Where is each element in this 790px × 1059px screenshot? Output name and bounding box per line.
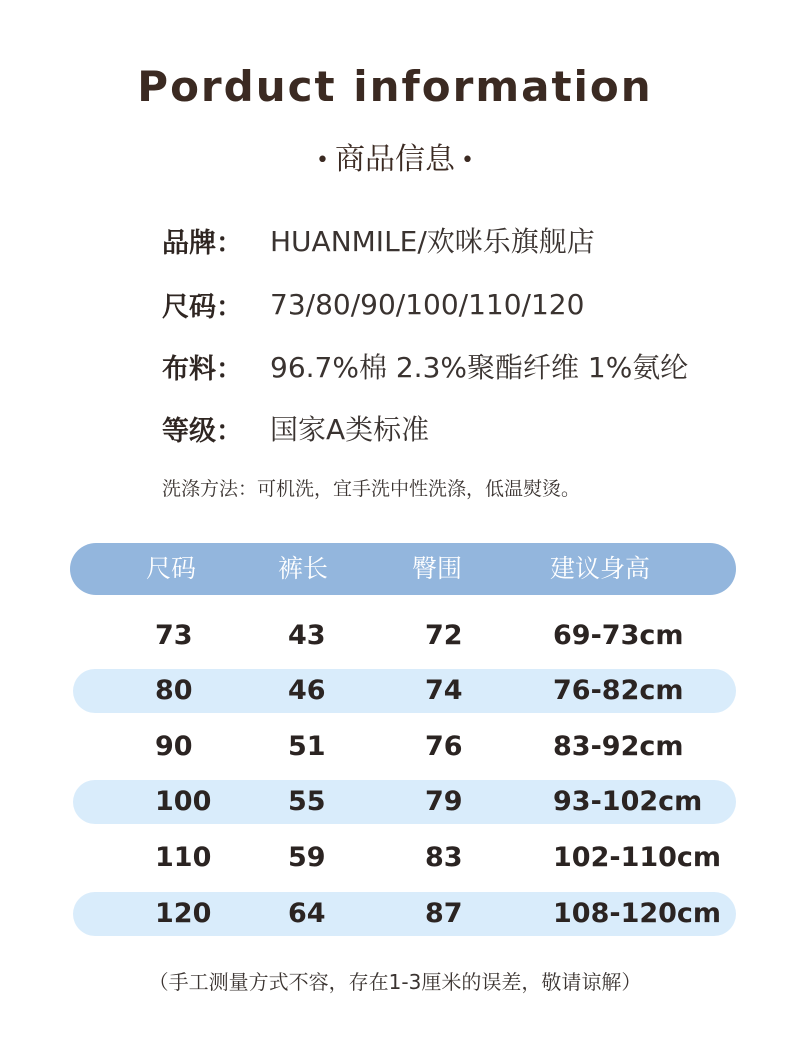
wash-instructions: 洗涤方法：可机洗，宜手洗中性洗涤，低温熨烫。: [162, 478, 581, 500]
header-size: 尺码: [146, 554, 197, 583]
cell-pants-length: 64: [288, 898, 326, 929]
cell-height: 83-92cm: [553, 731, 684, 762]
cell-height: 93-102cm: [553, 786, 703, 817]
info-value: 73/80/90/100/110/120: [270, 287, 585, 321]
table-row: [73, 614, 736, 658]
cell-size: 120: [155, 898, 212, 929]
cell-size: 80: [155, 675, 193, 706]
page-subtitle: [0, 134, 790, 178]
table-row: [73, 669, 736, 713]
cell-size: 73: [155, 620, 193, 651]
info-value: 国家A类标准: [270, 413, 430, 446]
info-row-size: [162, 284, 584, 324]
cell-pants-length: 51: [288, 731, 326, 762]
info-value: 96.7%棉 2.3%聚酯纤维 1%氨纶: [270, 351, 689, 384]
cell-height: 76-82cm: [553, 675, 684, 706]
cell-hip: 83: [425, 842, 463, 873]
info-row-brand: [162, 220, 595, 260]
cell-height: 102-110cm: [553, 842, 722, 873]
cell-height: 69-73cm: [553, 620, 684, 651]
cell-pants-length: 59: [288, 842, 326, 873]
header-hip: 臀围: [412, 554, 463, 583]
bullet-dot-right: •: [461, 148, 474, 173]
cell-pants-length: 43: [288, 620, 326, 651]
measurement-disclaimer: （手工测量方式不容，存在1-3厘米的误差，敬请谅解）: [148, 970, 642, 994]
cell-size: 90: [155, 731, 193, 762]
cell-hip: 87: [425, 898, 463, 929]
info-value: HUANMILE/欢咪乐旗舰店: [270, 225, 595, 258]
info-row-grade: [162, 408, 429, 448]
bullet-dot-left: •: [316, 148, 329, 173]
table-row: [73, 780, 736, 824]
table-row: [73, 725, 736, 769]
table-row: [73, 892, 736, 936]
size-table-header: [70, 543, 736, 595]
cell-hip: 74: [425, 675, 463, 706]
header-pants-length: 裤长: [278, 554, 329, 583]
info-key: 尺码：: [162, 291, 243, 323]
cell-pants-length: 46: [288, 675, 326, 706]
header-height: 建议身高: [550, 554, 651, 583]
cell-size: 100: [155, 786, 212, 817]
info-key: 品牌：: [162, 227, 243, 259]
info-key: 布料：: [162, 353, 243, 385]
cell-size: 110: [155, 842, 212, 873]
cell-hip: 76: [425, 731, 463, 762]
cell-hip: 79: [425, 786, 463, 817]
cell-height: 108-120cm: [553, 898, 722, 929]
cell-pants-length: 55: [288, 786, 326, 817]
page-title: Porduct information: [137, 62, 653, 111]
info-row-fabric: [162, 346, 688, 386]
subtitle-text: 商品信息: [335, 142, 455, 177]
table-row: [73, 836, 736, 880]
cell-hip: 72: [425, 620, 463, 651]
info-key: 等级：: [162, 415, 243, 447]
